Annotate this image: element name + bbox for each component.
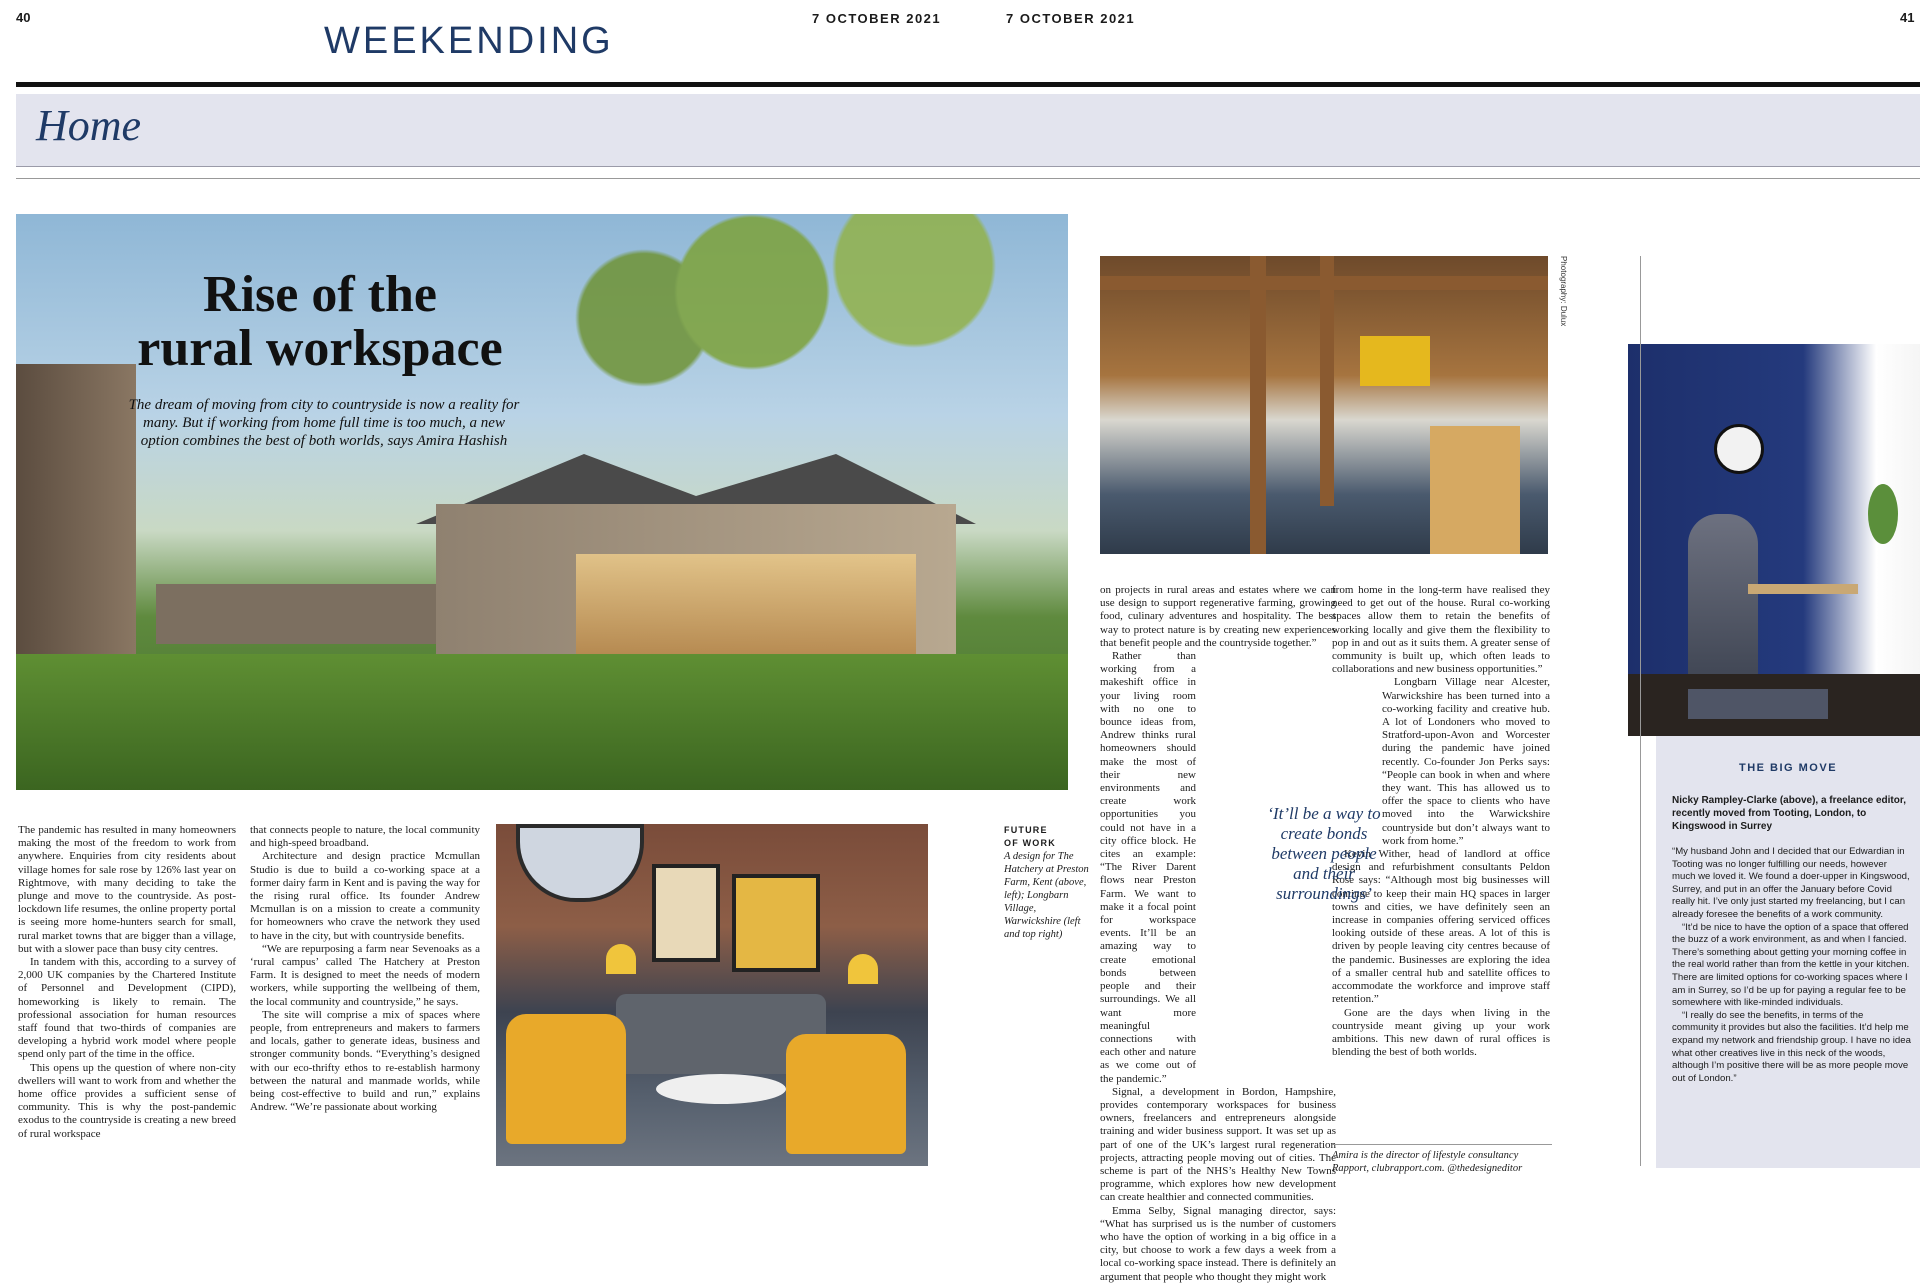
armchair: [786, 1034, 906, 1154]
glazed-facade: [576, 554, 916, 654]
pull-quote: ‘It’ll be a way to create bonds between people and their surroundings’: [1267, 804, 1381, 903]
paragraph: Emma Selby, Signal managing director, says: “What has surprised us is the number of customers who have the option of working in a big office in a city, but choose to work a few days a week from a local co-working space instead. There is definitely an argument that people who thought they might work: [1100, 1204, 1336, 1283]
paragraph: that connects people to nature, the local community and high-speed broadband.: [250, 824, 480, 850]
paragraph: Longbarn Village near Alcester, Warwickshire has been turned into a co-working facility and creative hub. A lot of Londoners who moved to Stratford-upon-Avon and Worcester during the pandemic have joined recently. Co-founder Jon Perks says: “People can book in when and where they want. This has allowed us to offer the space to clients who have moved into the Warwickshire countryside but don’t always want to work from home.”: [1382, 676, 1550, 847]
date-left: 7 OCTOBER 2021: [812, 11, 942, 26]
lamp: [848, 954, 878, 984]
office-photo: [1100, 256, 1548, 554]
lounge-photo: [496, 824, 928, 1166]
masthead: WEEKENDING: [324, 20, 614, 62]
framed-art: [732, 874, 820, 972]
paragraph: “I really do see the benefits, in terms of the community it provides but also the facilities. It’d help me expand my network and friendship group. I have no idea what other creatives live in this neck of the woods, although I’m positive there will be as more people move out of London.”: [1672, 1009, 1911, 1084]
arched-window: [516, 824, 644, 902]
framed-art: [652, 864, 720, 962]
section-title: Home: [36, 101, 142, 150]
rug: [1688, 689, 1828, 719]
beam: [1320, 256, 1334, 506]
masthead-rule: [16, 82, 1920, 87]
author-signoff: Amira is the director of lifestyle consultancy Rapport, clubrapport.com. @thedesigneditor: [1332, 1144, 1552, 1175]
standfirst: The dream of moving from city to countryside is now a reality for many. But if working from home full time is too much, a new option combines the best of both worlds, says Amira Hashish: [128, 397, 520, 449]
paragraph: The site will comprise a mix of spaces where people, from entrepreneurs and makers to farmers and locals, gather to generate ideas, business and stronger community bonds. “Everything’s designed with our eco-thrifty ethos to re-establish harmony between the natural and manmade worlds, while being cost-effective to build and run,” explains Andrew. “We’re passionate about working: [250, 1008, 480, 1114]
page-number-right: 41: [1900, 10, 1915, 25]
paragraph: on projects in rural areas and estates where we can use design to support regenerative farming, growing food, culinary adventures and hospitality. The best way to protect nature is by creating new experiences that benefit people and the countryside together.”: [1100, 584, 1336, 649]
paragraph: Gone are the days when living in the countryside meant giving up your work ambitions. This new dawn of rural offices is blending the best of both worlds.: [1332, 1006, 1550, 1059]
paragraph: “My husband John and I decided that our Edwardian in Tooting was no longer fulfilling our needs, however much we loved it. We found a doer-upper in Kingswood, Surrey, and put in an offer the January before Covid really hit. I’ve only just started my freelancing, but I can already foresee the benefits of a work community.: [1672, 846, 1910, 920]
section-band: [16, 94, 1920, 167]
numbered-crate: [1430, 426, 1520, 554]
paragraph: from home in the long-term have realised they need to get out of the house. Rural co-working spaces allow them to retain the benefits of working locally and give them the flexibility to pop in and out as it suits them. A greater sense of community is built up, which often leads to collaborations and new business opportunities.”: [1332, 584, 1550, 676]
caption-text: A design for The Hatchery at Preston Farm, Kent (above, left); Longbarn Village, Warwickshire (left and top right): [1004, 851, 1089, 940]
paragraph: This opens up the question of where non-city dwellers will want to work from and whether the home office provides a sufficient sense of community. This is why the post-pandemic exodus to the countryside is creating a new breed of rural workspace: [18, 1061, 236, 1140]
beam: [1250, 256, 1266, 554]
headline-line-1: Rise of the: [203, 266, 437, 323]
sidebar-heading: THE BIG MOVE: [1738, 762, 1838, 774]
body-column-1: [18, 824, 236, 1141]
photo-caption: [1004, 824, 1092, 941]
clock: [1714, 424, 1764, 474]
armchair: [506, 1014, 626, 1144]
paragraph: Kevin Wither, head of landlord at office design and refurbishment consultants Peldon Rose says: “Although most big businesses will continue to keep their main HQ spaces in larger towns and cities, we have definitely seen an increase in companies offering serviced offices looking outside of these areas. A lot of this is driven by people leaving city centres because of the pandemic. Businesses are exploring the idea of a smaller central hub and satellite offices to accommodate the workforce and improve staff retention.”: [1332, 848, 1550, 1006]
caption-kicker-1: FUTURE: [1004, 825, 1048, 835]
low-building: [156, 584, 456, 644]
headline: [110, 268, 530, 376]
yellow-wall: [1360, 336, 1430, 386]
photo-credit: Photography: Dulux: [1559, 256, 1568, 327]
meadow: [16, 654, 1068, 790]
sidebar-divider: [1640, 256, 1641, 1166]
desk: [1748, 584, 1858, 594]
plant: [1868, 484, 1898, 544]
body-column-2: [250, 824, 480, 1114]
lamp: [606, 944, 636, 974]
sidebar-body: [1672, 846, 1912, 1085]
body-column-3: [1100, 584, 1336, 1284]
sidebar-intro: Nicky Rampley-Clarke (above), a freelance editor, recently moved from Tooting, London, to Kingswood in Surrey: [1672, 795, 1906, 832]
person: [1688, 514, 1758, 684]
headline-line-2: rural workspace: [137, 320, 503, 377]
paragraph: Rather than working from a makeshift office in your living room with no one to bounce ideas from, Andrew thinks rural homeowners should make the most of their new environments and create work opportunities you could not have in a city office block. He cites an example: “The River Darent flows near Preston Farm. We want to make it a focal point for workspace events. It’ll be an amazing way to create emotional bonds between people and their surroundings. We all want more meaningful connections with each other and nature as we come out of the pandemic.”: [1100, 650, 1196, 1085]
paragraph: In tandem with this, according to a survey of 2,000 UK companies by the Chartered Institute of Personnel and Development (CIPD), homeworking is likely to remain. The professional association for human resources staff found that two-thirds of companies are developing a hybrid work model where people spend only part of the time in the office.: [18, 956, 236, 1061]
paragraph: Architecture and design practice Mcmullan Studio is due to build a co-working space at a former dairy farm in Kent and is paving the way for the rising rural office. Its founder Andrew Mcmullan is on a mission to create a community for homeowners who crave the network they used to have in the city, but with countryside benefits.: [250, 850, 480, 942]
paragraph: Signal, a development in Bordon, Hampshire, provides contemporary workspaces for business owners, freelancers and entrepreneurs alongside training and wider business support. It was set up as part of one of the UK’s largest rural regeneration projects, attracting people moving out of cities. The scheme is part of the NHS’s Healthy New Towns programme, which explores how new development can create healthier and connected communities.: [1100, 1085, 1336, 1204]
paragraph: “We are repurposing a farm near Sevenoaks as a ‘rural campus’ called The Hatchery at Preston Farm. It is designed to meet the needs of modern workers, while supporting the wellbeing of them, the local community and countryside,” he says.: [250, 942, 480, 1008]
coffee-table: [656, 1074, 786, 1104]
home-office-photo: [1628, 344, 1920, 736]
tree-foliage: [536, 214, 1068, 474]
date-right: 7 OCTOBER 2021: [1006, 11, 1136, 26]
paragraph: “It’d be nice to have the option of a space that offered the buzz of a work environment, as and when I fancied. There’s something about getting your morning coffee in the real world rather than from the kettle in your kitchen. There are limited options for co-working spaces where I am in Surrey, so I’d be up for paying a regular fee to be somewhere with like-minded individuals.: [1672, 921, 1910, 1009]
divider: [16, 178, 1920, 179]
caption-kicker-2: OF WORK: [1004, 838, 1056, 848]
page-number-left: 40: [16, 10, 31, 25]
paragraph: The pandemic has resulted in many homeowners making the most of the freedom to work from anywhere. Enquiries from city residents about village homes for sale rose by 126% last year on Rightmove, with many deciding to take the plunge and move to the countryside. As post-lockdown life resumes, the online property portal is seeing more home-hunters search for small, rural market towns that are bigger than a village, but with a slower pace than busy city centres.: [18, 824, 236, 955]
